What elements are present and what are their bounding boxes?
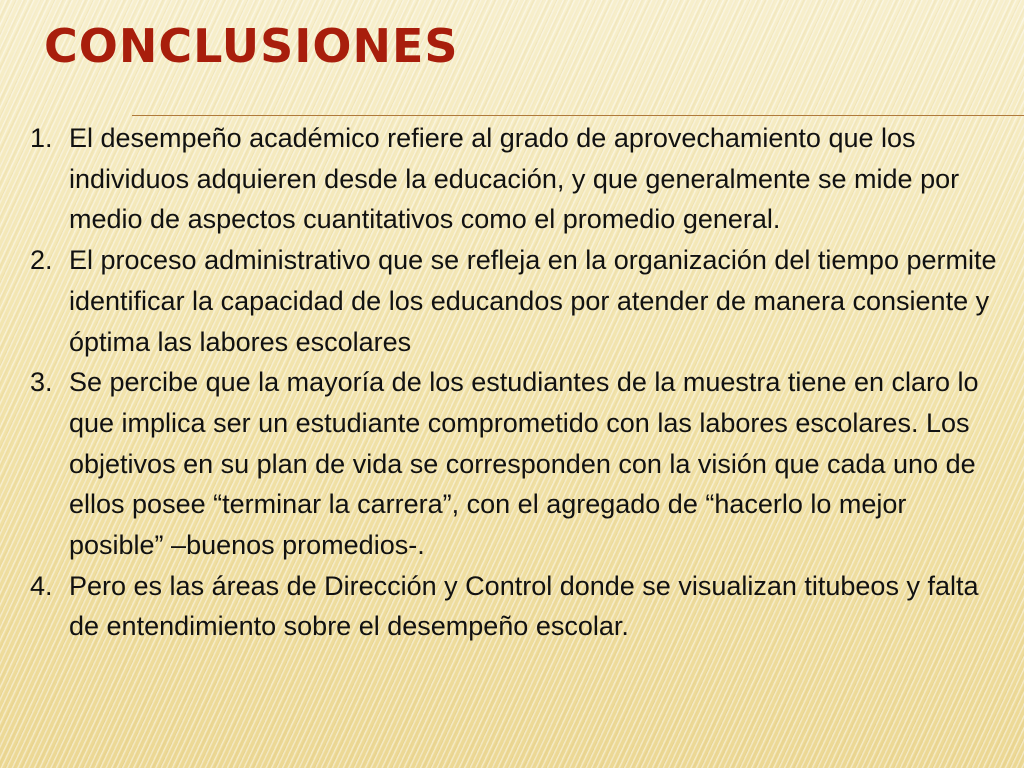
- item-text: Pero es las áreas de Dirección y Control donde se visualizan titubeos y falta de entendimiento sobre el desempeño escolar.: [69, 570, 979, 642]
- list-item: [30, 362, 1000, 566]
- item-number: 3.: [30, 367, 53, 398]
- slide-title: CONCLUSIONES: [44, 19, 459, 73]
- item-number: 2.: [30, 245, 53, 276]
- list-item: [30, 566, 1000, 647]
- item-number: 1.: [30, 123, 53, 153]
- item-text: Se percibe que la mayoría de los estudiantes de la muestra tiene en claro lo que implica ser un estudiante comprometido con las labores escolares. Los objetivos en su plan de vida se corresponden con la visión que cada uno de ellos posee “terminar la carrera”, con el agregado de “hacerlo lo mejor posible” –buenos promedios-.: [69, 367, 979, 561]
- item-number: 4.: [30, 570, 53, 601]
- item-text: El desempeño académico refiere al grado de aprovechamiento que los individuos adquieren desde la educación, y que generalmente se mide por medio de aspectos cuantitativos como el promedio general.: [69, 123, 960, 235]
- title-divider: [132, 115, 1024, 116]
- conclusions-list: [30, 118, 1000, 647]
- item-text: El proceso administrativo que se refleja en la organización del tiempo permite identificar la capacidad de los educandos por atender de manera consiente y óptima las labores escolares: [69, 245, 997, 357]
- list-item: [30, 118, 1000, 240]
- list-item: [30, 240, 1000, 362]
